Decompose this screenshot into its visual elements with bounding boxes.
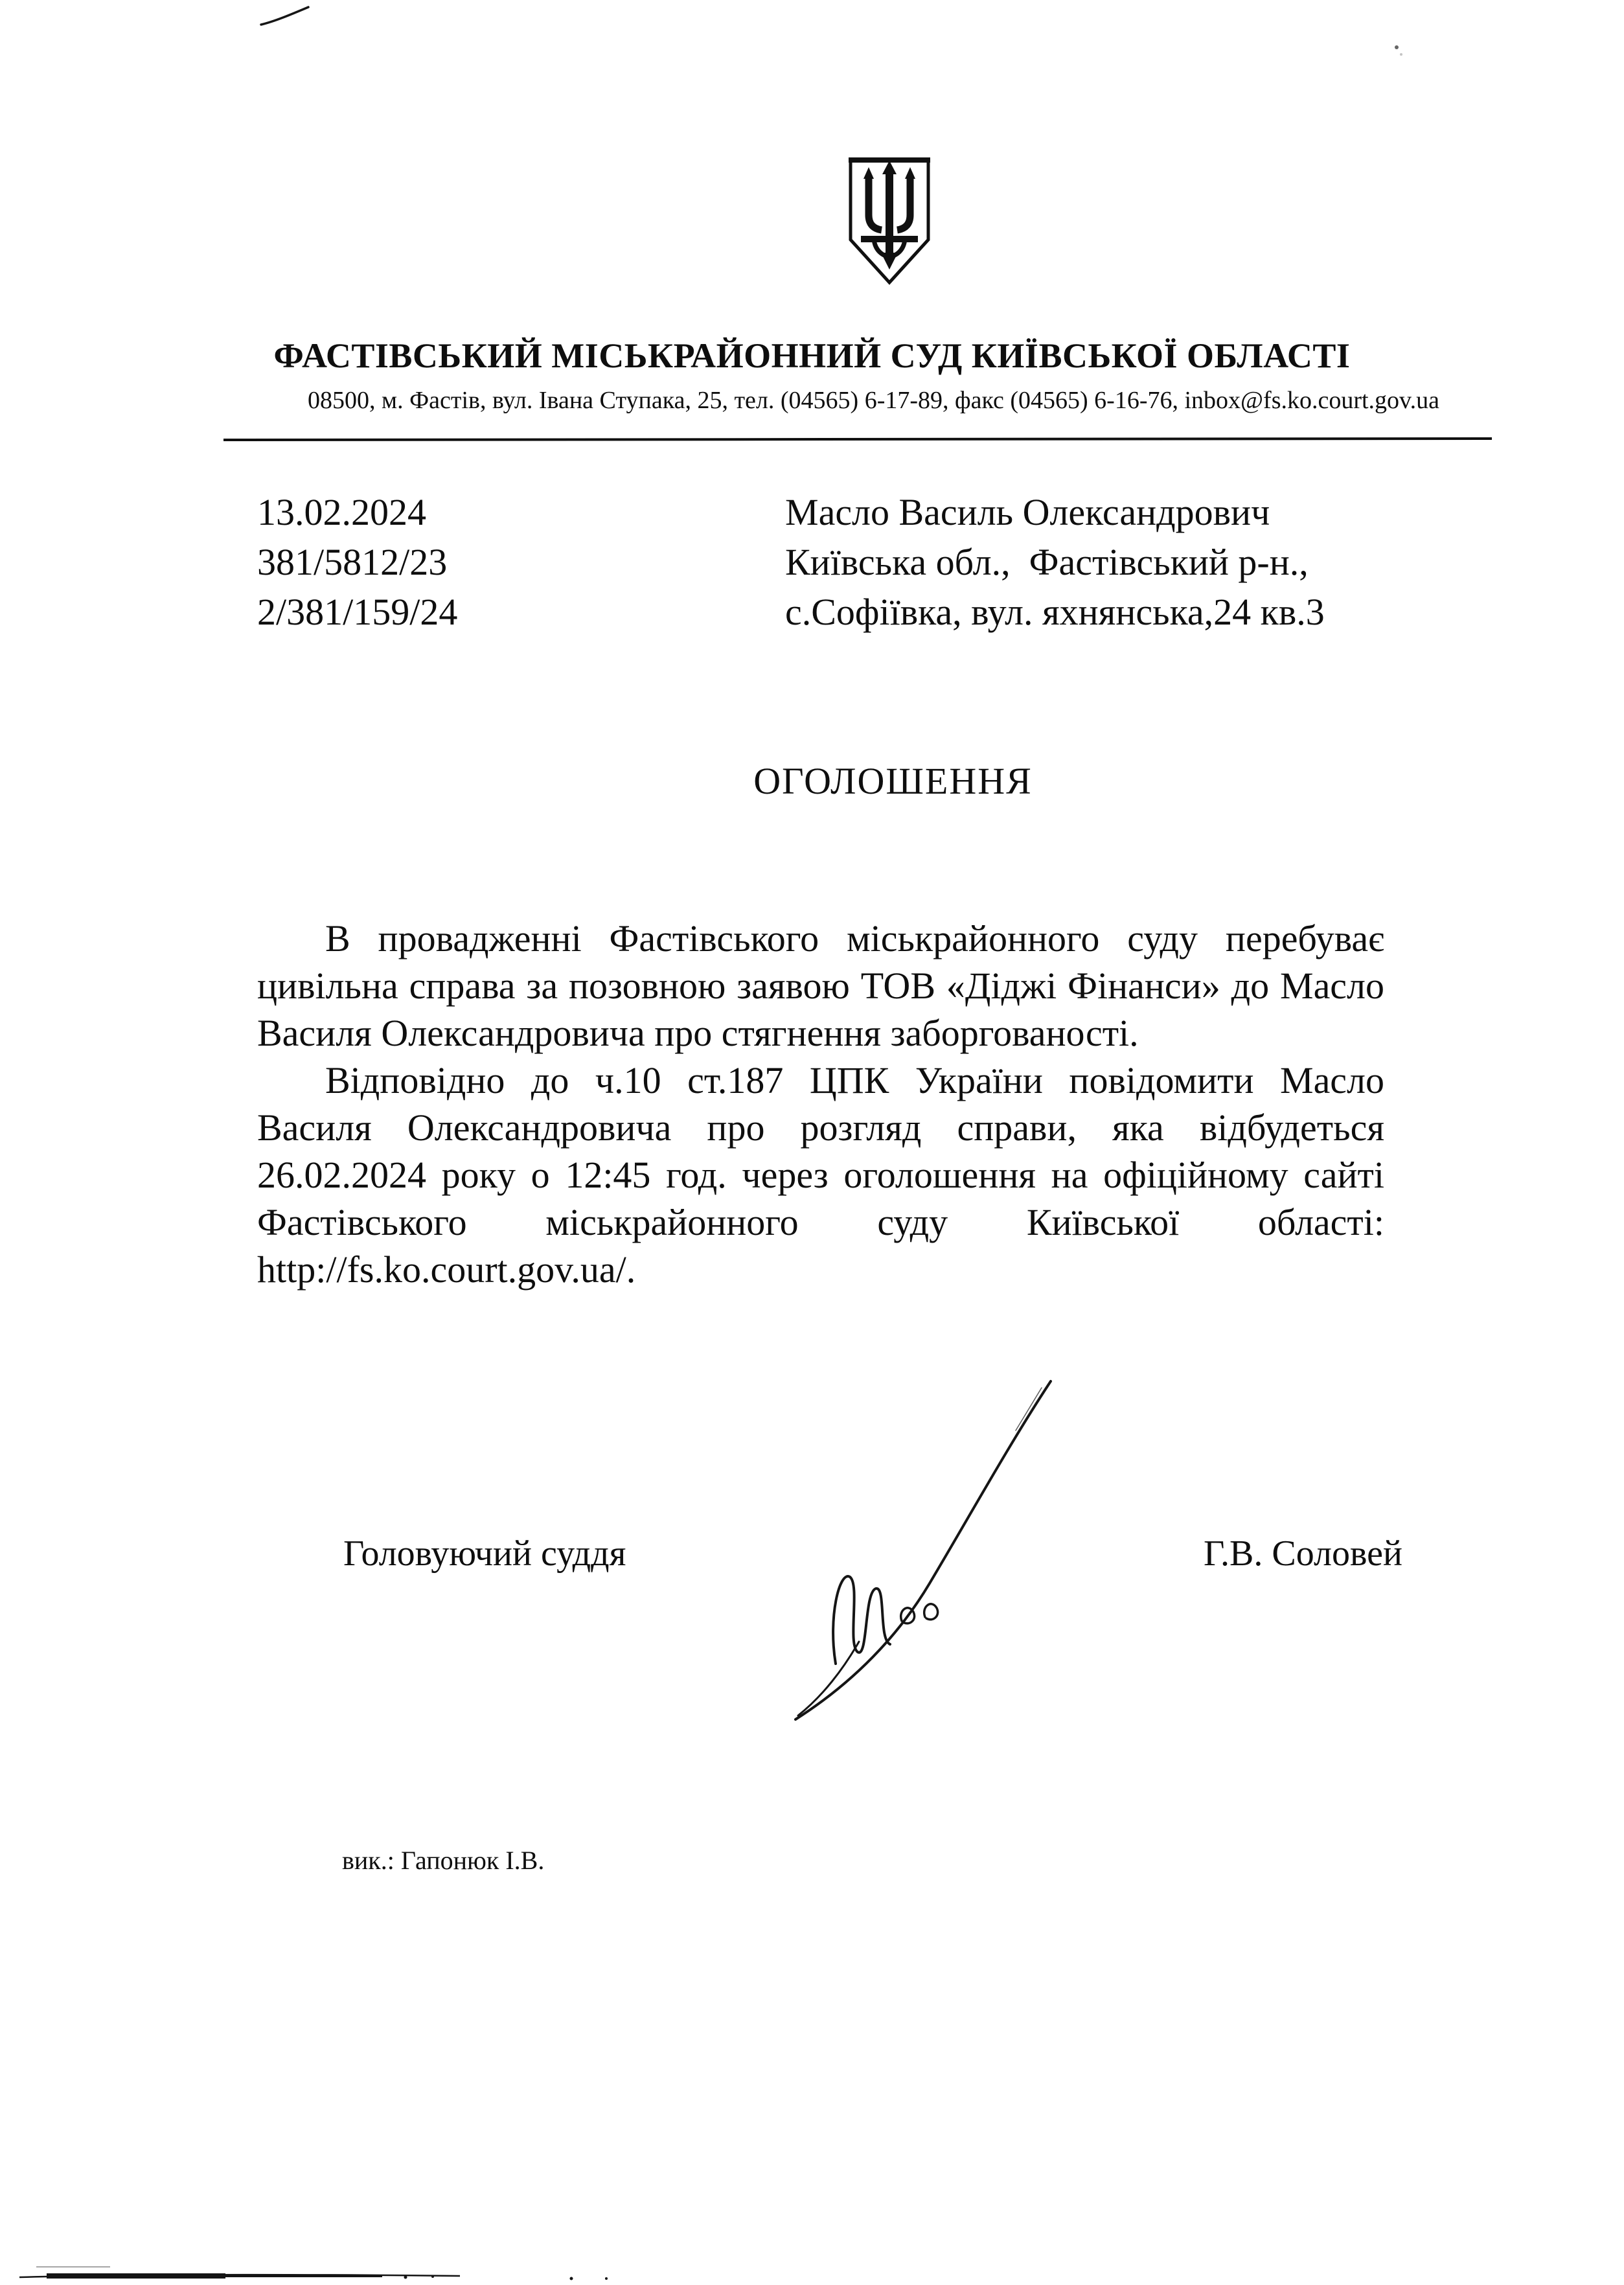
recipient-address-line2: с.Софіївка, вул. яхнянська,24 кв.3 (785, 591, 1325, 633)
proceedings-number: 2/381/159/24 (257, 591, 458, 633)
recipient-address-block (785, 487, 1325, 637)
document-date: 13.02.2024 (257, 491, 426, 533)
judge-signature-icon (732, 1364, 1082, 1727)
pen-stroke-artifact (258, 3, 312, 30)
case-numbers (257, 487, 457, 637)
body-paragraph-1: В провадженні Фастівського міськрайонного суду перебуває цивільна справа за позовною заявою ТОВ «Діджі Фінанси» до Масло Василя Олександровича про стягнення заборгованості. (257, 917, 1384, 1054)
recipient-address-line1: Київська обл., Фастівський р-н., (785, 541, 1309, 583)
body-paragraph-2: Відповідно до ч.10 ст.187 ЦПК України повідомити Масло Василя Олександровича про розгляд справи, яка відбудеться 26.02.2024 року о 12:45 год. через оголошення на офіційному сайті Фастівського міськрайонного суду Київської області: http://fs.ko.court.gov.ua/. (257, 1059, 1384, 1291)
recipient-name: Масло Василь Олександрович (785, 491, 1270, 533)
scan-speck (1391, 43, 1406, 60)
court-name: ФАСТІВСЬКИЙ МІСЬКРАЙОННИЙ СУД КИЇВСЬКОЇ ОБЛАСТІ (273, 336, 1351, 375)
ukraine-trident-emblem-icon (841, 154, 937, 290)
executor-note: вик.: Гапонюк І.В. (342, 1846, 545, 1875)
header-divider (223, 437, 1492, 441)
judge-role-label: Головуючий суддя (343, 1533, 626, 1574)
judge-name: Г.В. Соловей (1204, 1533, 1402, 1574)
document-title: ОГОЛОШЕННЯ (753, 760, 1033, 802)
announcement-body (257, 915, 1384, 1293)
case-number: 381/5812/23 (257, 541, 448, 583)
scan-edge-artifact (0, 2258, 635, 2285)
court-address: 08500, м. Фастів, вул. Івана Ступака, 25, тел. (04565) 6-17-89, факс (04565) 6-16-76, inbox@fs.ko.court.gov.ua (308, 387, 1439, 414)
